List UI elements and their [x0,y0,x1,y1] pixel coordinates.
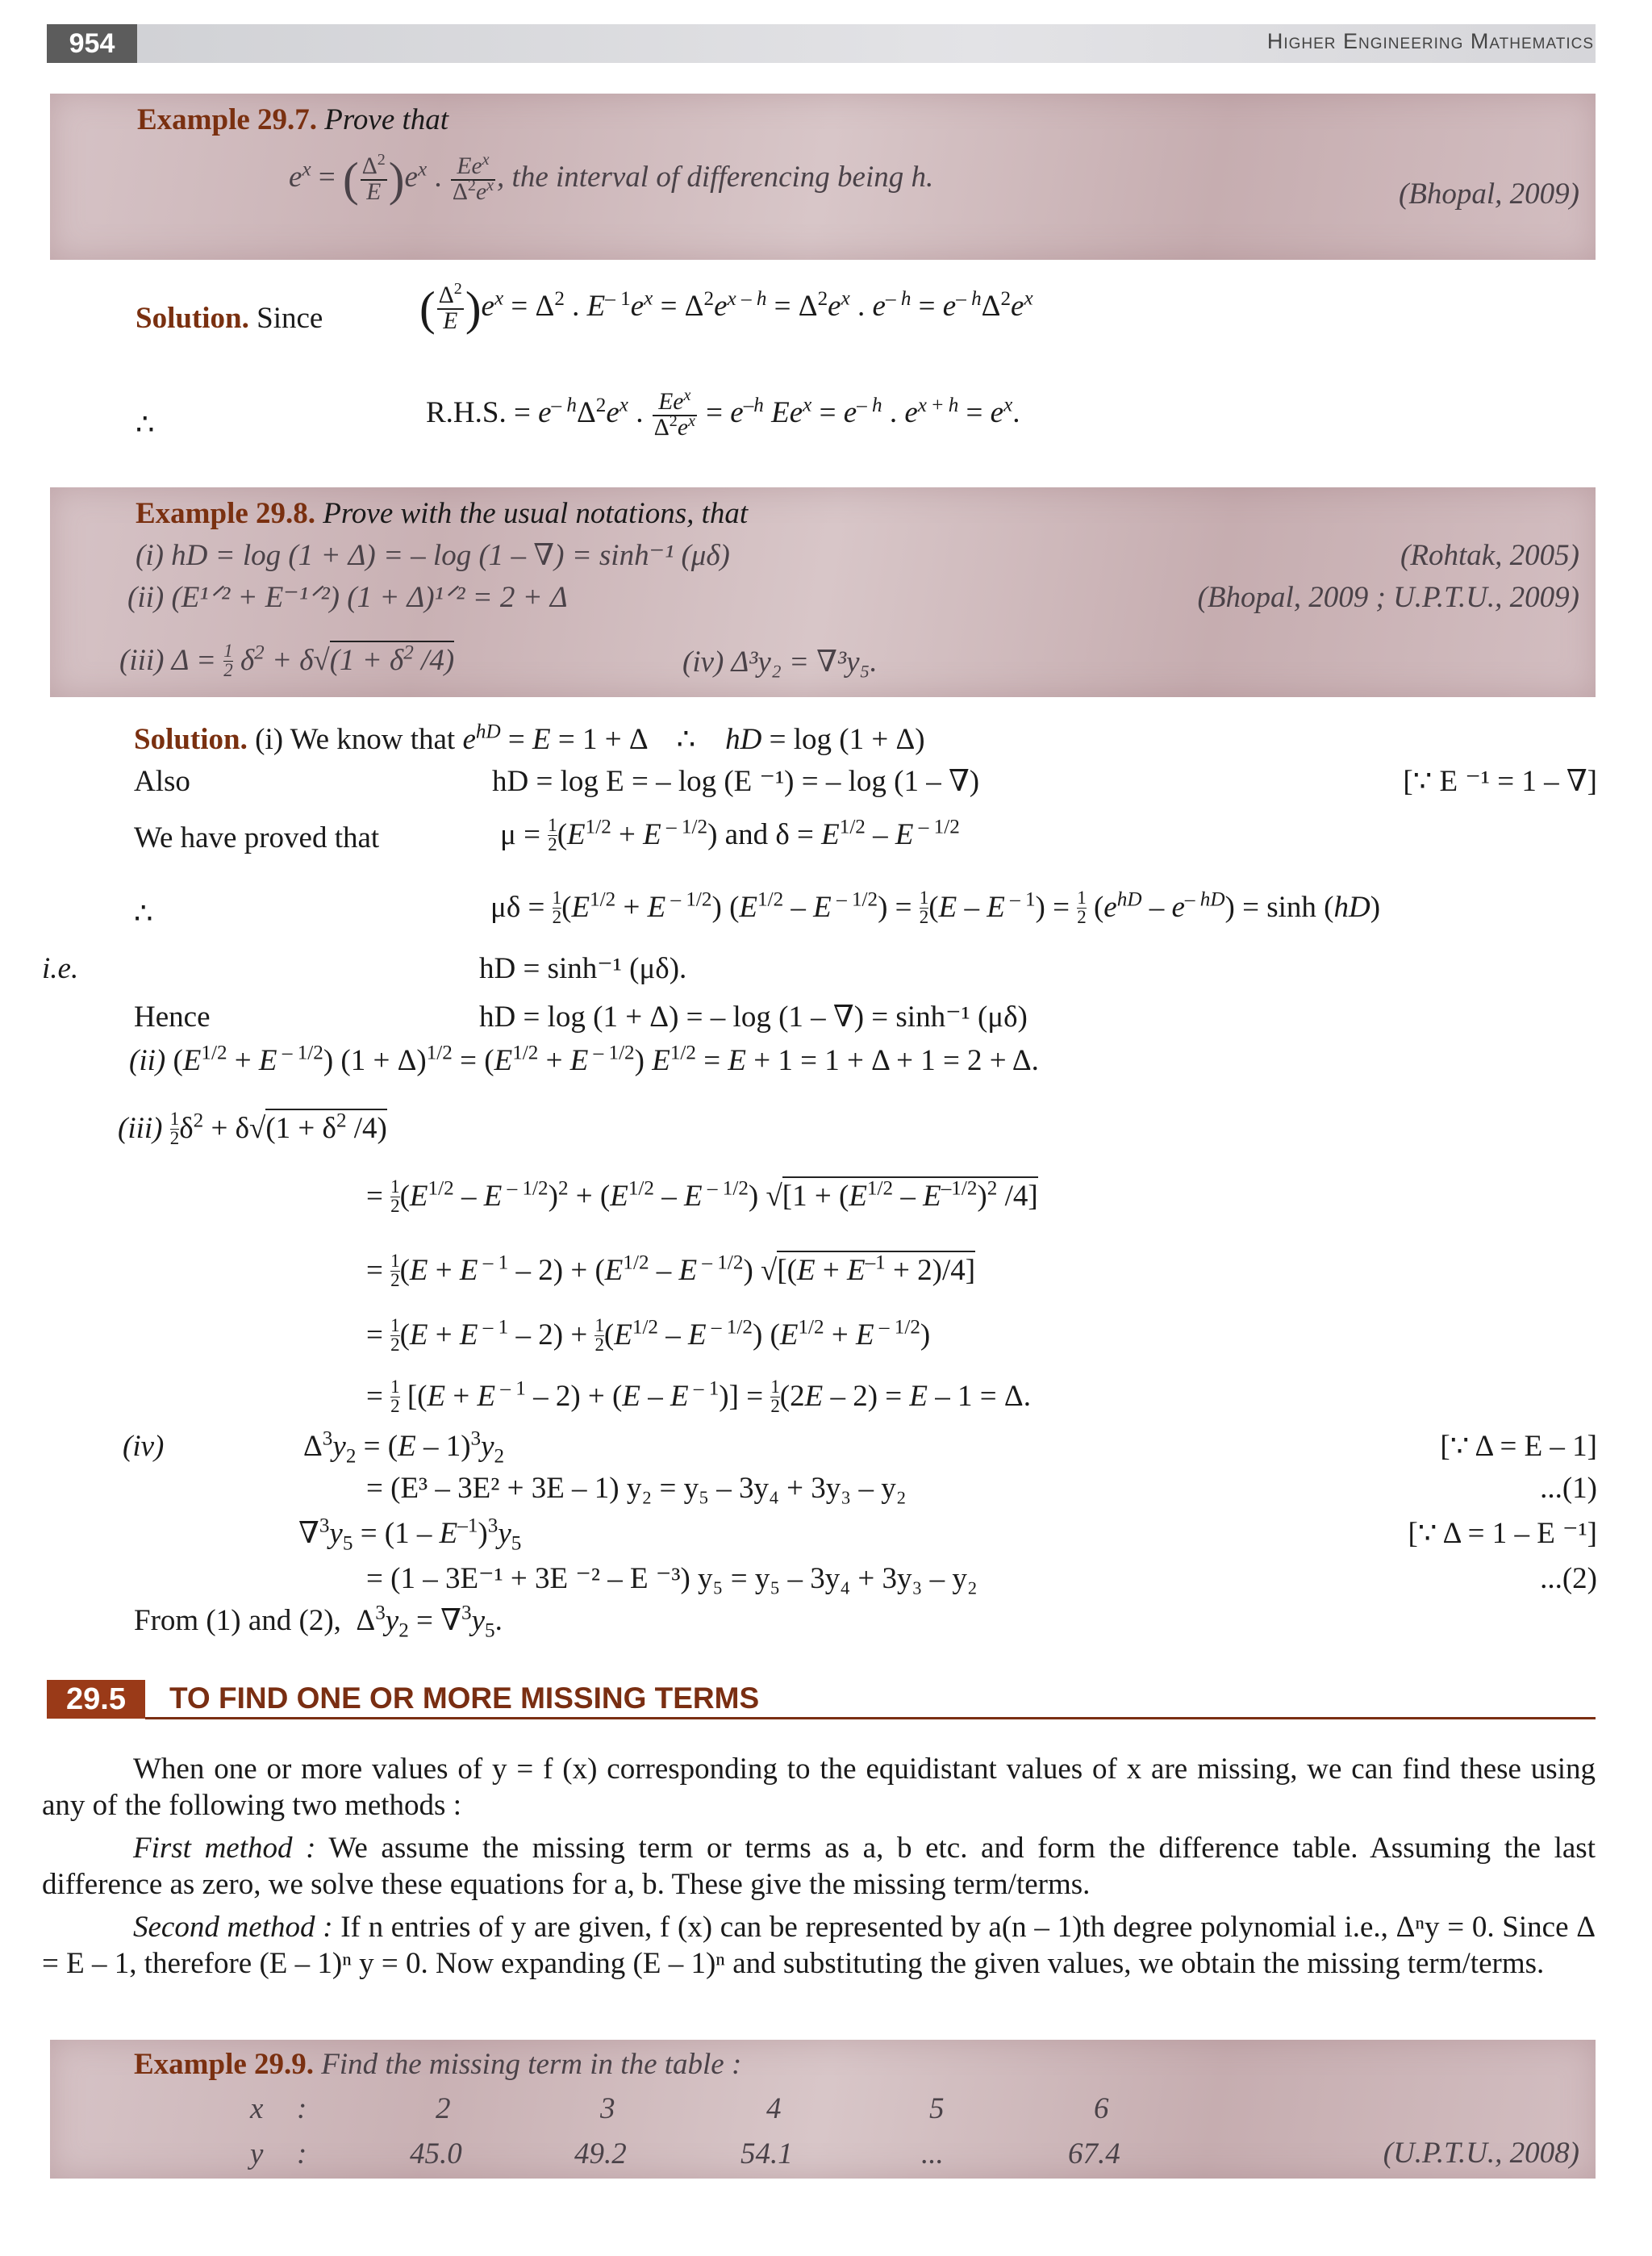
part-iii-step-1: = $\frac{1}{2}$ ($E^{1/2}$ – E $^{- 1/2})^2 + (E^{1/2} - E$ $^{- 1/2}$) $√[1 + (E^{1/2} - E^{-1/2})^2$ /4] [366,1176,1038,1216]
example-29-8-part-ii: (ii) (E¹ᐟ² + E⁻¹ᐟ²) (1 + Δ)¹ᐟ² = 2 + Δ [127,581,568,614]
ie-label: i.e. [42,952,79,985]
ie-equation: hD = sinh⁻¹ (μδ). [479,952,687,985]
example-prompt: Prove with the usual notations, that [323,497,749,530]
paragraph-intro [42,1751,1596,1824]
part-ii-label: (ii) [129,1044,166,1077]
example-label: Example 29.7. [137,103,318,136]
solution-29-7-label-line [136,302,323,336]
from-text: From (1) and (2), [134,1604,341,1637]
second-method-lead: Second method : [133,1911,333,1944]
table-cell-y: 67.4 [1068,2137,1120,2170]
table-cell-y: 49.2 [574,2137,627,2170]
part-iii-solution-start: (iii) $\frac{1}{2}$ $\delta^2 + \delta√(1 + \delta^2$ /4) [118,1109,387,1148]
page-number: 954 [47,24,137,63]
equation-ref-1: ...(1) [1540,1472,1597,1505]
example-29-7-formula: $e^x$ = ( $\frac{\Delta^2}{E}$ )$e^x$ . $\frac{Ee^x}{\Delta^2e^x}$ , the interval of differencing being h. [289,151,934,206]
part-iii-label: (iii) [118,1111,163,1145]
table-cell-x: 6 [1094,2092,1109,2125]
equation-ref-2: ...(2) [1540,1562,1597,1595]
conclusion-line: From (1) and (2), $\Delta^3y_2 = \nabla^3y_5$. [134,1602,503,1642]
part-iii-step-3: = $\frac{1}{2}$ (E + E $^{- 1}$ – 2) + $\frac{1}{2}$ ($E^{1/2}$ – E $^{- 1/2}$) ($E^{1/2} + E$ $^{- 1/2}$) [366,1315,931,1355]
also-label: Also [134,765,190,798]
example-29-8-part-iii: (iii) Δ = $\frac{1}{2}$ $\delta^2 + \delta√(1 + \delta^2$ /4) [119,641,455,680]
example-29-9-heading [134,2048,741,2083]
part-iii-label: (iii) Δ = [119,643,216,677]
part-ii-solution: (ii) ($E^{1/2} + E$ $^{- 1/2}$) $(1 + \Delta)^{1/2} = (E^{1/2} + E$ $^{- 1/2}$) $E^{1/2} = E + 1 = 1 + \Delta + 1 = 2 + \Delta$. [129,1042,1039,1077]
therefore-symbol: ∴ [134,897,153,930]
section-title: TO FIND ONE OR MORE MISSING TERMS [169,1682,760,1715]
solution-29-8-line1: Solution. (i) We know that $e^{hD} = E = 1 + \Delta$ ∴ hD = log (1 + Δ) [134,721,925,756]
since-text: Since [257,302,323,335]
example-29-8-source-i: (Rohtak, 2005) [1400,539,1579,572]
paragraph-second-method [42,1909,1596,1982]
paragraph-text: If n entries of y are given, f (x) can be represented by a(n – 1)th degree polynomial i.e., Δⁿy = 0. Since Δ = E – 1, therefore (E – 1)ⁿ y = 0. Now expanding (E – 1)ⁿ and substituting the given values, we obtain the missing term/terms. [42,1911,1596,1980]
solution-29-7-rhs: R.H.S. = $e^{- h}\Delta^2e^x$ . $\frac{Ee^x}{\Delta^2e^x}$ = $e^{-h}$ $Ee^x = e^{- h}$ . $e^{x + h} = e^x$. [426,386,1020,441]
part-iii-step-4: = $\frac{1}{2}$ [(E + E $^{- 1}$ – 2) + (E – E $^{- 1}$)] = $\frac{1}{2}$ (2E – 2) = E – 1 = Δ. [366,1377,1031,1416]
part-iv-label: (iv) [123,1430,165,1463]
paragraph-text: We assume the missing term or terms as a, b etc. and form the difference table. Assuming the last difference as zero, we solve these equations for a, b. These give the missing term/terms. [42,1832,1596,1901]
table-cell-x: 5 [929,2092,945,2125]
table-cell-x: 2 [436,2092,451,2125]
therefore-symbol: ∴ [136,408,155,441]
section-rule [145,1717,1596,1719]
part-iii-step-2: = $\frac{1}{2}$ (E + E $^{- 1} - 2) + (E^{1/2} - E$ $^{- 1/2}$) $√[(E + E^{-1} + 2)/4]$ [366,1251,976,1290]
part-iv-eq3: $\nabla^3y_5 = (1 - E^{-1})^3y_5$ [298,1514,522,1555]
example-29-8-part-i: (i) hD = log (1 + Δ) = – log (1 – ∇) = sinh⁻¹ (μδ) [136,539,730,572]
example-29-8-heading [136,497,748,532]
part-iv-eq4: = (1 – 3E⁻¹ + 3E ⁻² – E ⁻³) y₅ = y₅ – 3y₄ + 3y₃ – y₂ [366,1562,978,1595]
interval-text: , the interval of differencing being h. [497,161,934,194]
example-29-8-part-iv: (iv) Δ³y₂ = ∇³y₅. [682,645,878,679]
table-cell-y: 54.1 [740,2137,793,2170]
part-iv-eq2: = (E³ – 3E² + 3E – 1) y₂ = y₅ – 3y₄ + 3y₃ – y₂ [366,1472,907,1505]
solution-29-7-eq1: ( $\frac{\Delta^2}{E}$ )$e^x = \Delta^2$ . $E^{- 1}e^x = \Delta^2e^{x - h} = \Delta^2e^x$ . $e^{- h} = e^{- h}\Delta^2e^x$ [419,280,1033,335]
bracket-note-1: [∵ E ⁻¹ = 1 – ∇] [1403,765,1597,798]
example-29-7-heading [137,103,448,138]
table-cell-y: ... [921,2137,944,2170]
table-cell-y: 45.0 [410,2137,462,2170]
bracket-note-2: [∵ Δ = E – 1] [1440,1430,1597,1463]
mu-delta-definitions: μ = $\frac{1}{2}$ ($E^{1/2} + E$ $^{- 1/2}$) and $\delta = E^{1/2} - E$ $^{- 1/2}$ [500,815,960,854]
proved-label: We have proved that [134,821,380,854]
table-y-label: y [250,2137,264,2170]
bracket-note-3: [∵ Δ = 1 – E ⁻¹] [1408,1517,1597,1550]
hence-equation: hD = log (1 + Δ) = – log (1 – ∇) = sinh⁻¹ (μδ) [479,1001,1028,1034]
part-iv-eq1: $\Delta^3y_2 = (E - 1)^3y_2$ [303,1427,505,1468]
table-cell-x: 4 [766,2092,782,2125]
paragraph-text: When one or more values of y = f (x) corresponding to the equidistant values of x are missing, we can find these using any of the following two methods : [42,1753,1596,1822]
example-29-8-source-ii: (Bhopal, 2009 ; U.P.T.U., 2009) [1197,581,1579,614]
table-colon: : [297,2092,307,2125]
example-label: Example 29.9. [134,2048,315,2081]
table-colon: : [297,2137,307,2170]
example-prompt: Prove that [324,103,449,136]
solution-intro: (i) We know that [255,723,456,756]
first-method-lead: First method : [133,1832,316,1865]
book-title: Higher Engineering Mathematics [1266,29,1594,53]
paragraph-first-method [42,1830,1596,1903]
example-prompt: Find the missing term in the table : [321,2048,742,2081]
also-equation: hD = log E = – log (E ⁻¹) = – log (1 – ∇) [492,765,980,798]
table-cell-x: 3 [600,2092,615,2125]
rhs-label: R.H.S. = [426,396,531,430]
table-x-label: x [250,2092,264,2125]
example-29-9-source: (U.P.T.U., 2008) [1383,2137,1579,2170]
section-number: 29.5 [47,1680,145,1719]
hence-label: Hence [134,1001,211,1034]
solution-label: Solution. [134,723,248,756]
example-29-7-source: (Bhopal, 2009) [1398,178,1579,211]
solution-label: Solution. [136,302,249,335]
mu-delta-product: μδ = $\frac{1}{2}$ ($E^{1/2} + E$ $^{- 1/2}$) ($E^{1/2}$ – E $^{- 1/2}$) = $\frac{1}{2}$ (E – E $^{- 1}$) = $\frac{1}{2}$ $(e^{hD} - e^{- hD}) = \sinh (hD)$ [490,888,1381,927]
example-label: Example 29.8. [136,497,316,530]
